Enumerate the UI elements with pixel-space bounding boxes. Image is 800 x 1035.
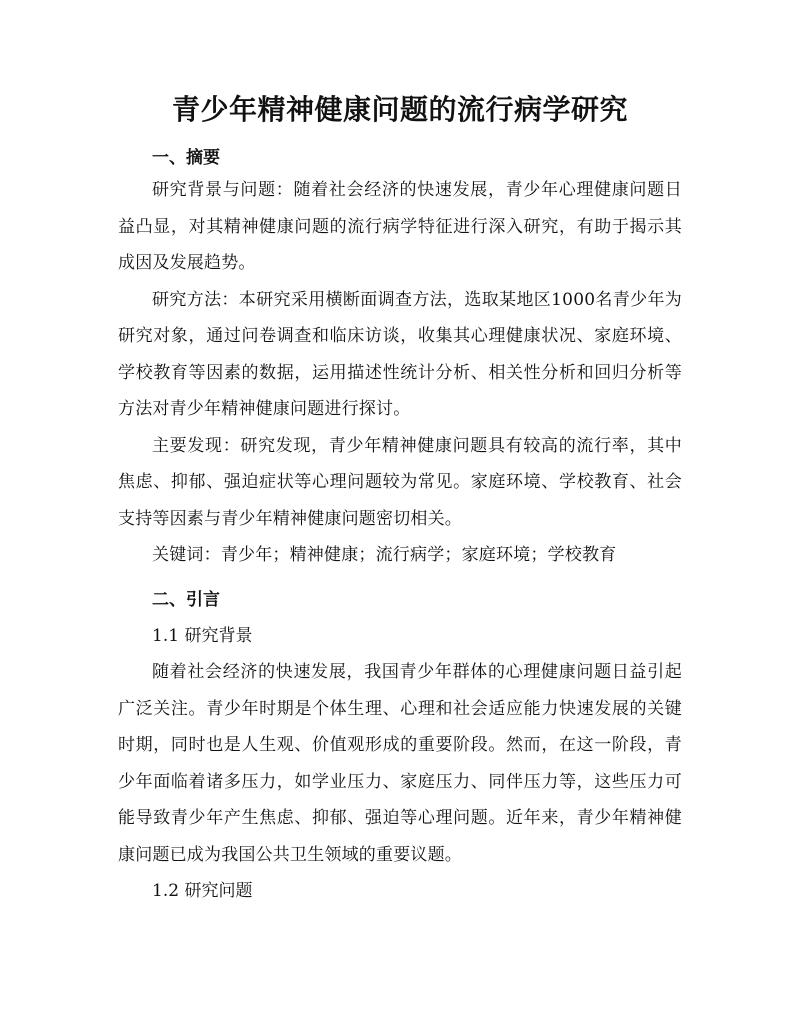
findings-text: 研究发现，青少年精神健康问题具有较高的流行率，其中焦虑、抑郁、强迫症状等心理问题较为常见。家庭环境、学校教育、社会支持等因素与青少年精神健康问题密切相关。 [118, 435, 683, 529]
subsection-heading-1-2: 1.2 研究问题 [152, 881, 253, 901]
methods-text: 本研究采用横断面调查方法，选取某地区1000名青少年为研究对象，通过问卷调查和临床访谈，收集其心理健康状况、家庭环境、学校教育等因素的数据，运用描述性统计分析、相关性分析和回归分析等方法对青少年精神健康问题进行探讨。 [118, 289, 682, 419]
methods-label: 研究方法： [152, 289, 239, 310]
keywords-paragraph [118, 537, 682, 574]
research-background-paragraph: 随着社会经济的快速发展，我国青少年群体的心理健康问题日益引起广泛关注。青少年时期是个体生理、心理和社会适应能力快速发展的关键时期，同时也是人生观、价值观形成的重要阶段。然而，在这一阶段，青少年面临着诸多压力，如学业压力、家庭压力、同伴压力等，这些压力可能导致青少年产生焦虑、抑郁、强迫等心理问题。近年来，青少年精神健康问题已成为我国公共卫生领域的重要议题。 [118, 662, 682, 865]
introduction-heading: 二、引言 [152, 589, 220, 610]
abstract-findings-paragraph [118, 428, 682, 538]
keywords-label: 关键词： [152, 545, 221, 565]
findings-label: 主要发现： [152, 435, 241, 456]
abstract-background-paragraph [118, 172, 682, 282]
keywords-text: 青少年；精神健康；流行病学；家庭环境；学校教育 [220, 545, 617, 565]
document-title: 青少年精神健康问题的流行病学研究 [171, 93, 628, 126]
abstract-methods-paragraph [118, 282, 682, 428]
abstract-heading: 一、摘要 [152, 148, 220, 168]
subsection-heading-1-1: 1.1 研究背景 [152, 625, 253, 646]
background-text: 随着社会经济的快速发展，青少年心理健康问题日益凸显，对其精神健康问题的流行病学特征进行深入研究，有助于揭示其成因及发展趋势。 [118, 180, 682, 273]
background-label: 研究背景与问题： [152, 180, 294, 200]
